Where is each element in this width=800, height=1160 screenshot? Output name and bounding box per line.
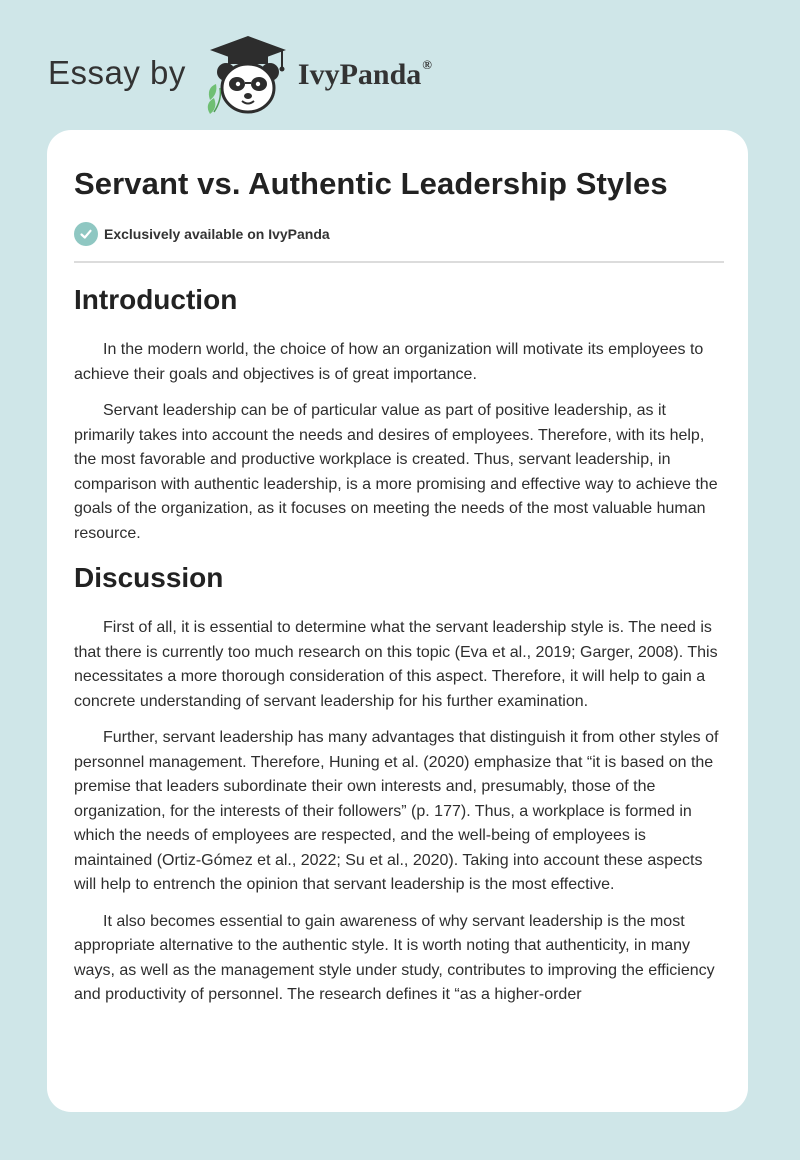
panda-graduate-logo-icon[interactable] <box>202 28 294 118</box>
site-header <box>48 28 432 118</box>
essay-title: Servant vs. Authentic Leadership Styles <box>74 166 668 201</box>
section-heading: Discussion <box>74 562 224 593</box>
paragraph: It also becomes essential to gain awareness of why servant leadership is the most appropriate alternative to the authentic style. It is worth noting that authenticity, in many ways, as well as the management style under study, contributes to improving the efficiency and productivity of personnel. The research defines it “as a higher-order <box>74 912 715 1003</box>
brand-name[interactable]: IvyPanda® <box>297 57 432 91</box>
check-circle-icon <box>74 222 98 246</box>
paragraph: Servant leadership can be of particular value as part of positive leadership, as it primarily takes into account the needs and desires of employees. Therefore, with its help, the most favorable and productive workplace is created. Thus, servant leadership, in comparison with authentic leadership, is a more promising and effective way to achieve the goals of the organization, as it focuses on meeting the needs of the most valuable human resource. <box>74 402 718 542</box>
divider <box>74 261 724 263</box>
exclusive-badge-label: Exclusively available on IvyPanda <box>104 226 330 242</box>
essay-by-label: Essay by <box>48 54 186 91</box>
exclusive-badge <box>74 222 330 246</box>
section-heading: Introduction <box>74 284 238 315</box>
section-discussion <box>74 560 724 1008</box>
section-introduction <box>74 282 724 546</box>
essay-card <box>47 130 748 1112</box>
paragraph: In the modern world, the choice of how an organization will motivate its employees to achieve their goals and objectives is of great importance. <box>74 341 704 383</box>
paragraph: Further, servant leadership has many advantages that distinguish it from other styles of personnel management. Therefore, Huning et al. (2020) emphasize that “it is based on the premise that leaders subordinate their own interests and, presumably, those of the organization, for the interests of their followers” (p. 177). Thus, a workplace is formed in which the needs of employees are respected, and the well-being of employees is maintained (Ortiz-Gómez et al., 2022; Su et al., 2020). Taking into account these aspects will help to entrench the opinion that servant leadership is the most effective. <box>74 729 719 893</box>
registered-mark: ® <box>422 57 432 72</box>
essay-body <box>74 282 724 1020</box>
paragraph: First of all, it is essential to determine what the servant leadership style is. The need is that there is currently too much research on this topic (Eva et al., 2019; Garger, 2008). This necessitates a more thorough consideration of this aspect. Therefore, it will help to gain a concrete understanding of servant leadership for his further examination. <box>74 619 718 710</box>
